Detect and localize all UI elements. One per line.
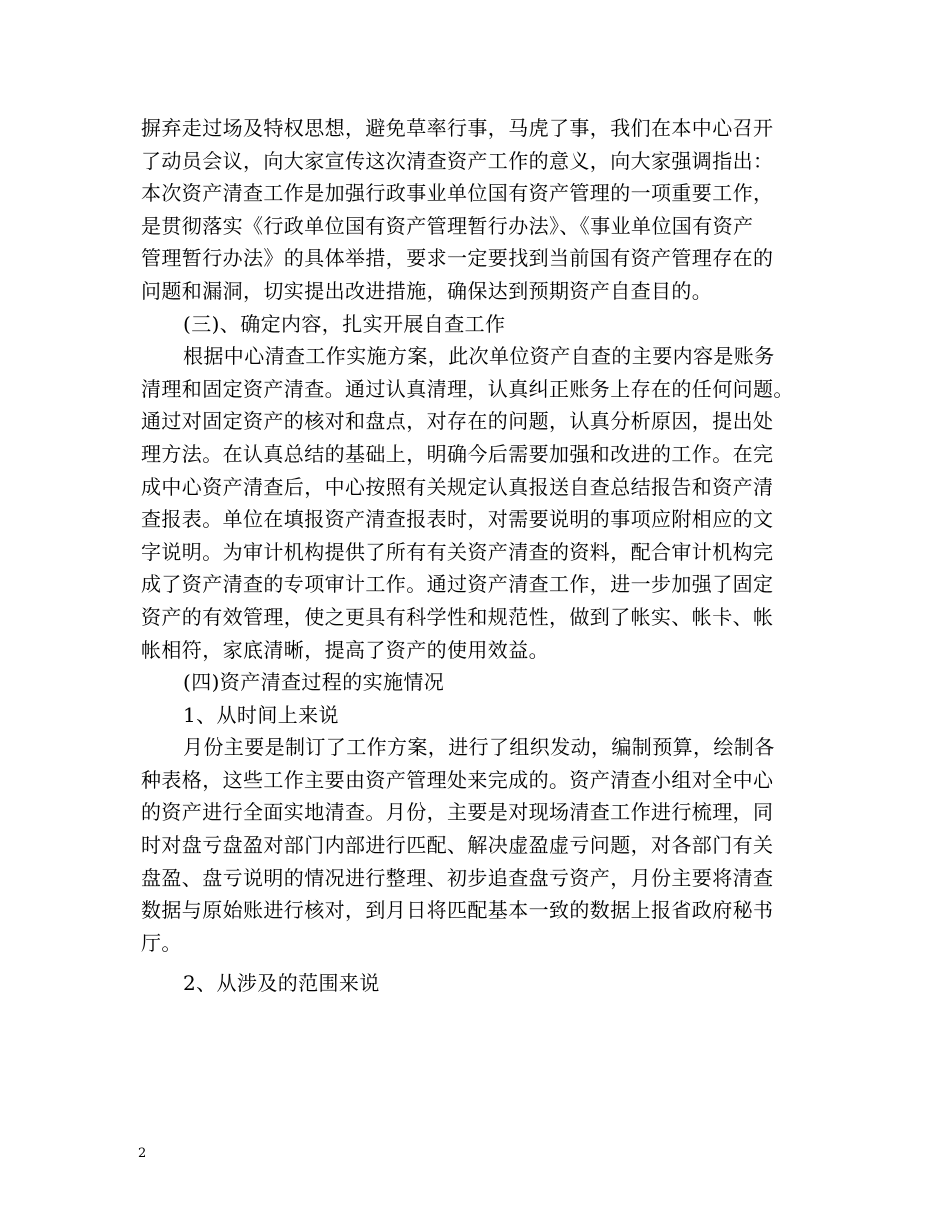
subsection-heading: 2、从涉及的范围来说 xyxy=(183,971,380,996)
text-line: 了动员会议，向大家宣传这次清查资产工作的意义，向大家强调指出： xyxy=(141,148,774,173)
paragraph-start-line: 月份主要是制订了工作方案，进行了组织发动，编制预算，绘制各 xyxy=(183,735,775,760)
text-line: 查报表。单位在填报资产清查报表时，对需要说明的事项应附相应的文 xyxy=(141,507,774,532)
subsection-heading: 1、从时间上来说 xyxy=(183,702,339,727)
text-line: 字说明。为审计机构提供了所有有关资产清查的资料，配合审计机构完 xyxy=(141,539,774,564)
text-line: 盘盈、盘亏说明的情况进行整理、初步追查盘亏资产，月份主要将清查 xyxy=(141,865,774,890)
paragraph-gap xyxy=(141,959,821,967)
text-line: 厅。 xyxy=(141,930,182,955)
section-heading: (三)、确定内容，扎实开展自查工作 xyxy=(183,311,506,336)
text-line: 帐相符，家底清晰，提高了资产的使用效益。 xyxy=(141,637,549,662)
text-line: 本次资产清查工作是加强行政事业单位国有资产管理的一项重要工作， xyxy=(141,181,774,206)
document-body xyxy=(141,112,821,1000)
text-line: 是贯彻落实《行政单位国有资产管理暂行办法》、《事业单位国有资产 xyxy=(141,213,754,238)
text-line: 时对盘亏盘盈对部门内部进行匹配、解决虚盈虚亏问题，对各部门有关 xyxy=(141,833,774,858)
text-line: 清理和固定资产清查。通过认真清理，认真纠正账务上存在的任何问题。 xyxy=(141,376,794,401)
text-line: 数据与原始账进行核对，到月日将匹配基本一致的数据上报省政府秘书 xyxy=(141,898,774,923)
text-line: 管理暂行办法》的具体举措，要求一定要找到当前国有资产管理存在的 xyxy=(141,246,774,271)
text-line: 理方法。在认真总结的基础上，明确今后需要加强和改进的工作。在完 xyxy=(141,441,774,466)
page-number: 2 xyxy=(138,1146,147,1161)
text-line: 成中心资产清查后，中心按照有关规定认真报送自查总结报告和资产清 xyxy=(141,474,774,499)
text-line: 资产的有效管理，使之更具有科学性和规范性，做到了帐实、帐卡、帐 xyxy=(141,604,774,629)
text-line: 种表格，这些工作主要由资产管理处来完成的。资产清查小组对全中心 xyxy=(141,767,774,792)
text-line: 的资产进行全面实地清查。月份，主要是对现场清查工作进行梳理，同 xyxy=(141,800,774,825)
paragraph-start-line: 根据中心清查工作实施方案，此次单位资产自查的主要内容是账务 xyxy=(183,344,775,369)
text-line: 问题和漏洞，切实提出改进措施，确保达到预期资产自查目的。 xyxy=(141,278,713,303)
text-line: 通过对固定资产的核对和盘点，对存在的问题，认真分析原因，提出处 xyxy=(141,409,774,434)
section-heading: (四)资产清查过程的实施情况 xyxy=(183,670,445,695)
text-line: 摒弃走过场及特权思想，避免草率行事，马虎了事，我们在本中心召开 xyxy=(141,116,774,140)
text-line: 成了资产清查的专项审计工作。通过资产清查工作，进一步加强了固定 xyxy=(141,572,774,597)
